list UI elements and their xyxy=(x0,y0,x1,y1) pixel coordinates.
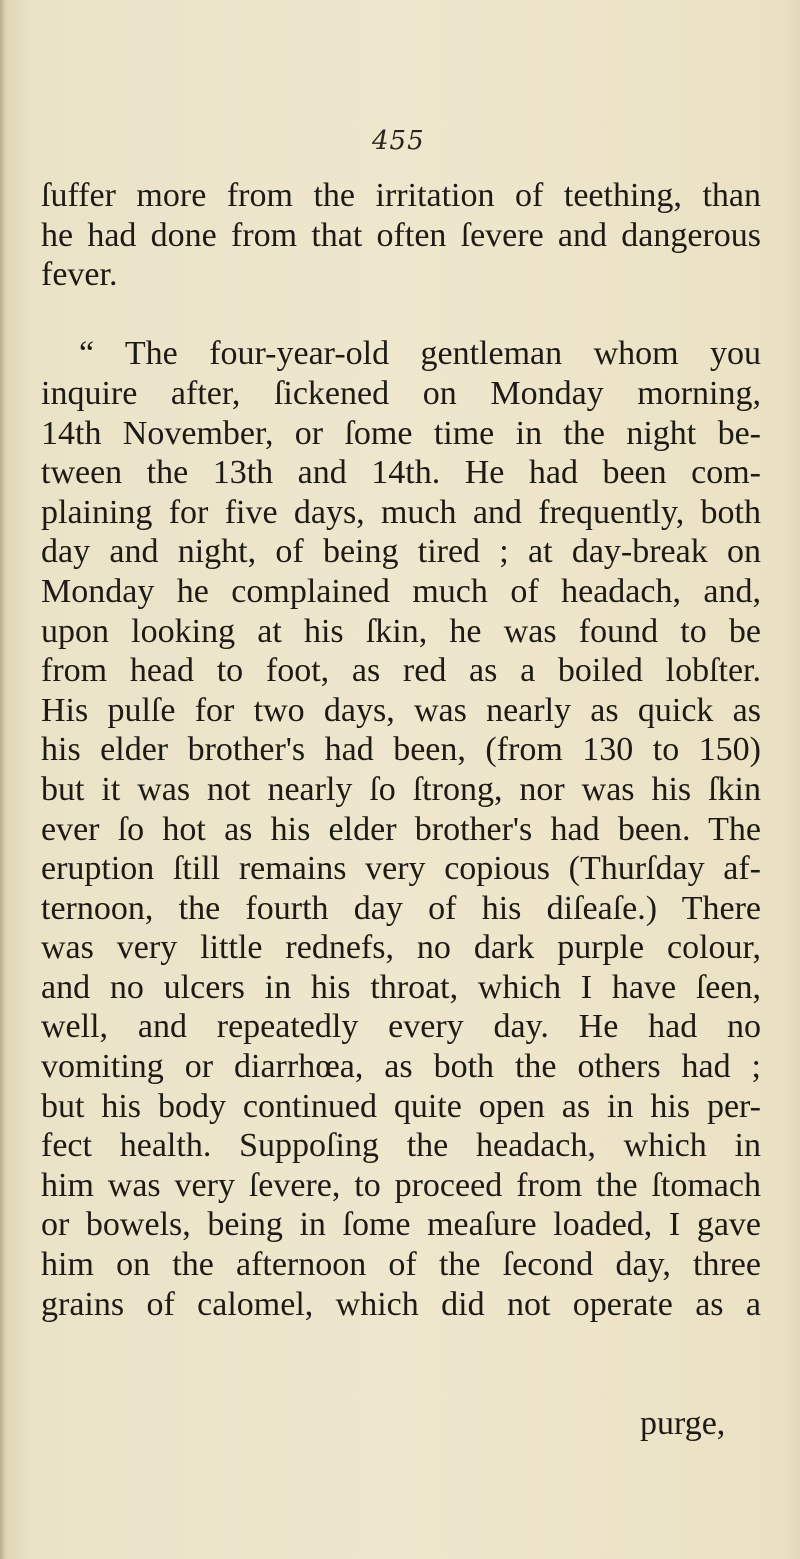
text-line: well, and repeatedly every day. He had no xyxy=(41,1008,761,1046)
text-line: vomiting or diarrhœa, as both the others had ; xyxy=(41,1048,761,1086)
body-text xyxy=(41,176,761,1324)
text-line: ſuffer more from the irritation of teething, than xyxy=(41,177,761,214)
catchword: purge, xyxy=(640,1405,726,1442)
text-line: 14th November, or ſome time in the night be- xyxy=(41,414,761,452)
text-line: “ The four-year-old gentleman whom you xyxy=(79,335,761,373)
text-line: fect health. Suppoſing the headach, which in xyxy=(41,1127,761,1165)
text-line: tween the 13th and 14th. He had been com- xyxy=(41,454,761,492)
text-line: grains of calomel, which did not operate as a xyxy=(41,1285,761,1323)
text-line: he had done from that often ſevere and dangerous xyxy=(41,216,761,254)
page-number: 455 xyxy=(372,126,425,156)
text-line: him on the afternoon of the ſecond day, three xyxy=(41,1246,761,1284)
text-line: his elder brother's had been, (from 130 to 150) xyxy=(41,731,761,769)
text-line: was very little rednefs, no dark purple colour, xyxy=(41,929,761,967)
text-line: Monday he complained much of headach, and, xyxy=(41,572,761,610)
text-line: ever ſo hot as his elder brother's had been. The xyxy=(41,810,761,848)
spine-shadow xyxy=(0,0,6,1559)
text-line: plaining for five days, much and frequently, both xyxy=(41,493,761,531)
text-line: from head to foot, as red as a boiled lobſter. xyxy=(41,652,761,690)
text-line: ternoon, the fourth day of his diſeaſe.) There xyxy=(41,889,761,927)
text-line: fever. xyxy=(41,256,118,294)
text-line: upon looking at his ſkin, he was found to be xyxy=(41,612,761,650)
text-line: but it was not nearly ſo ſtrong, nor was his ſkin xyxy=(41,770,761,808)
text-line: or bowels, being in ſome meaſure loaded, I gave xyxy=(41,1206,761,1244)
text-line: His pulſe for two days, was nearly as quick as xyxy=(41,691,761,729)
text-line: but his body continued quite open as in his per- xyxy=(41,1087,761,1125)
paragraph-gap xyxy=(41,295,761,335)
text-line: and no ulcers in his throat, which I have ſeen, xyxy=(41,968,761,1006)
text-line: him was very ſevere, to proceed from the ſtomach xyxy=(41,1166,761,1204)
text-line: eruption ſtill remains very copious (Thurſday af- xyxy=(41,850,761,888)
text-line: inquire after, ſickened on Monday morning, xyxy=(41,374,761,412)
text-line: day and night, of being tired ; at day-break on xyxy=(41,533,761,571)
